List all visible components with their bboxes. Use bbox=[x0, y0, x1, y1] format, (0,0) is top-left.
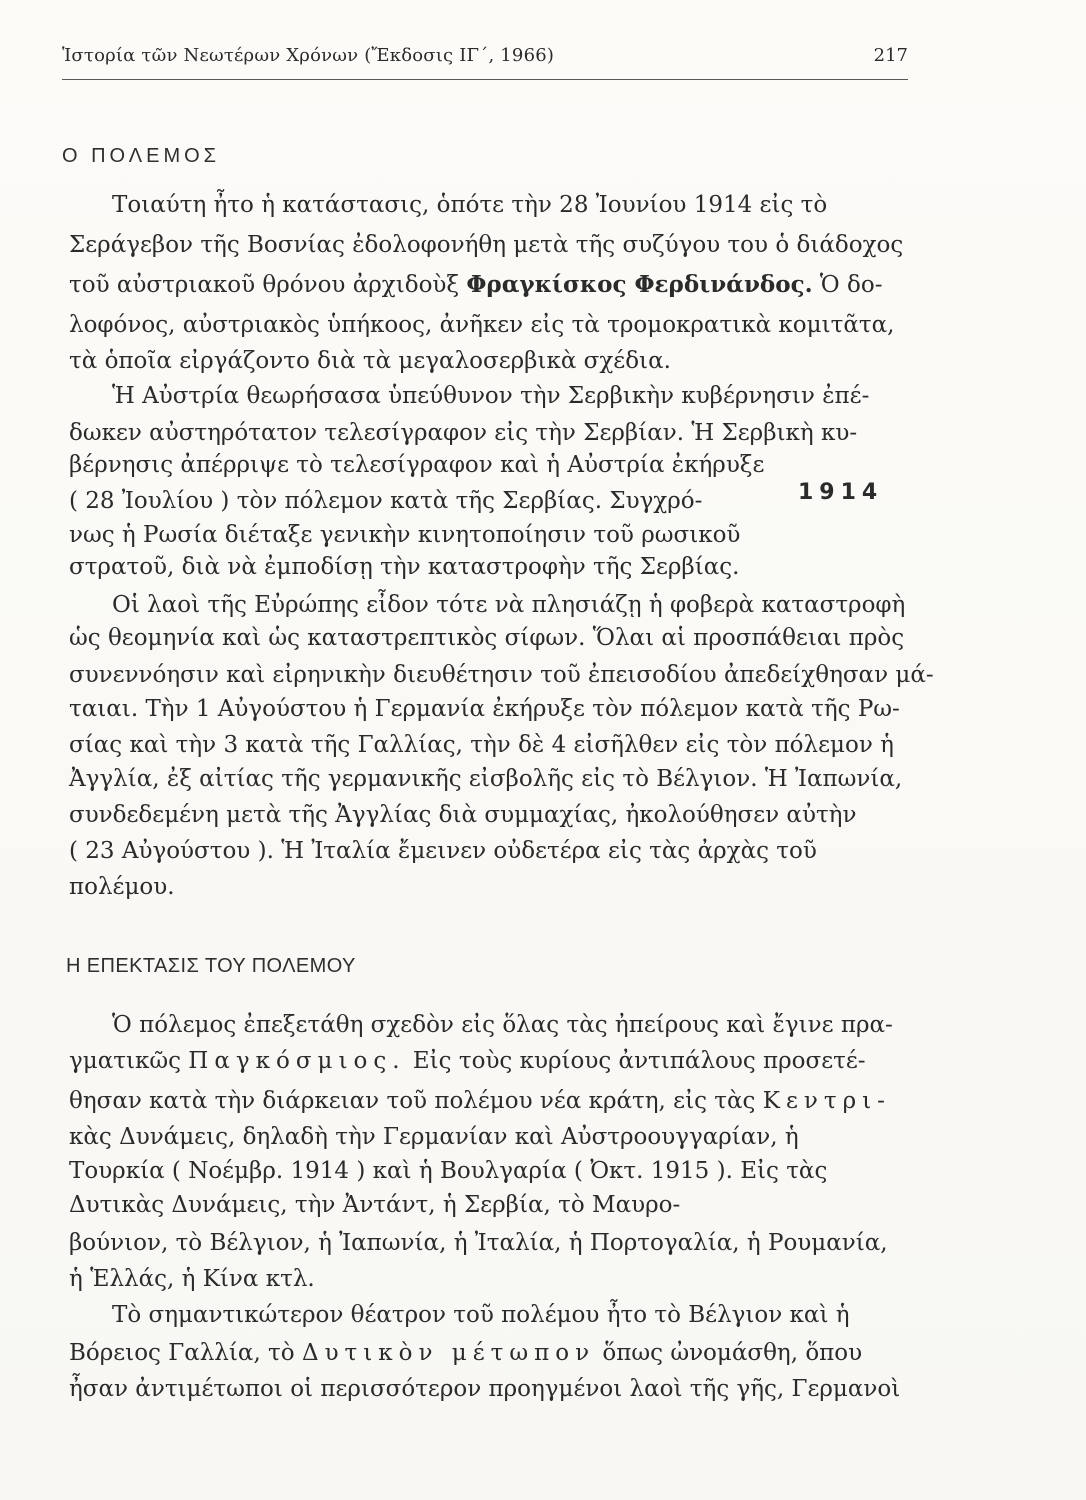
paragraph-5-line-2 bbox=[69, 1338, 907, 1368]
spaced-kentri: Κεντρι- bbox=[762, 1088, 891, 1114]
paragraph-1-line-3-tail: Ὁ δο- bbox=[812, 272, 883, 298]
archduke-name: Φραγκίσκος Φερδινάνδος. bbox=[466, 271, 813, 298]
paragraph-4-line-4: κὰς Δυνάμεις, δηλαδὴ τὴν Γερμανίαν καὶ Αὐστροουγγαρίαν, ἡ bbox=[69, 1124, 799, 1150]
paragraph-3-line-6: Ἀγγλία, ἐξ αἰτίας τῆς γερμανικῆς εἰσβολῆς εἰς τὸ Βέλγιον. Ἡ Ἰαπωνία, bbox=[69, 766, 903, 792]
paragraph-1-line-3 bbox=[69, 270, 907, 300]
paragraph-4-line-7: βούνιον, τὸ Βέλγιον, ἡ Ἰαπωνία, ἡ Ἰταλία, ἡ Πορτογαλία, ἡ Ρουμανία, bbox=[69, 1230, 888, 1256]
paragraph-4-line-3-text: θησαν κατὰ τὴν διάρκειαν τοῦ πολέμου νέα κράτη, εἰς τὰς bbox=[69, 1088, 763, 1114]
paragraph-2-line-6: στρατοῦ, διὰ νὰ ἐμποδίσῃ τὴν καταστροφὴν τῆς Σερβίας. bbox=[69, 554, 740, 580]
paragraph-3-line-4: ταιαι. Τὴν 1 Αὐγούστου ἡ Γερμανία ἐκήρυξε τὸν πόλεμον κατὰ τῆς Ρω- bbox=[69, 696, 900, 722]
paragraph-4-line-6: Δυτικὰς Δυνάμεις, τὴν Ἀντάντ, ἡ Σερβία, τὸ Μαυρο- bbox=[69, 1192, 681, 1218]
paragraph-5-line-2-tail: ὅπως ὠνομάσθη, ὅπου bbox=[595, 1340, 863, 1366]
paragraph-3-line-1: Οἱ λαοὶ τῆς Εὐρώπης εἶδον τότε νὰ πλησιάζῃ ἡ φοβερὰ καταστροφὴ bbox=[112, 592, 906, 618]
paragraph-4-line-8: ἡ Ἑλλάς, ἡ Κίνα κτλ. bbox=[69, 1266, 315, 1292]
section-title-epektasis: Η ΕΠΕΚΤΑΣΙΣ ΤΟΥ ΠΟΛΕΜΟΥ bbox=[66, 955, 356, 977]
paragraph-1-line-4: λοφόνος, αὐστριακὸς ὑπήκοος, ἀνῆκεν εἰς τὰ τρομοκρατικὰ κομιτᾶτα, bbox=[69, 312, 895, 338]
paragraph-2-line-1: Ἡ Αὐστρία θεωρήσασα ὑπεύθυνον τὴν Σερβικὴν κυβέρνησιν ἐπέ- bbox=[112, 383, 870, 409]
page-number: 217 bbox=[873, 45, 908, 66]
paragraph-3-line-8: ( 23 Αὐγούστου ). Ἡ Ἰταλία ἔμεινεν οὐδετέρα εἰς τὰς ἀρχὰς τοῦ bbox=[69, 838, 817, 864]
paragraph-4-line-2-tail: Εἰς τοὺς κυρίους ἀντιπάλους προσετέ- bbox=[405, 1048, 866, 1074]
paragraph-4-line-1: Ὁ πόλεμος ἐπεξετάθη σχεδὸν εἰς ὅλας τὰς ἠπείρους καὶ ἔγινε πρα- bbox=[112, 1012, 893, 1038]
paragraph-4-line-2 bbox=[69, 1046, 907, 1076]
paragraph-2-line-4: ( 28 Ἰουλίου ) τὸν πόλεμον κατὰ τῆς Σερβίας. Συγχρό- bbox=[69, 488, 703, 514]
paragraph-3-line-3: συνεννόησιν καὶ εἰρηνικὴν διευθέτησιν τοῦ ἐπεισοδίου ἀπεδείχθησαν μά- bbox=[69, 662, 934, 688]
header-rule bbox=[62, 79, 908, 80]
paragraph-2-line-5: νως ἡ Ρωσία διέταξε γενικὴν κινητοποίησιν τοῦ ρωσικοῦ bbox=[69, 522, 741, 548]
paragraph-2-line-2: δωκεν αὐστηρότατον τελεσίγραφον εἰς τὴν Σερβίαν. Ἡ Σερβικὴ κυ- bbox=[69, 420, 858, 446]
paragraph-2-line-3: βέρνησις ἀπέρριψε τὸ τελεσίγραφον καὶ ἡ Αὐστρία ἐκήρυξε bbox=[69, 452, 765, 478]
running-header bbox=[62, 45, 908, 75]
spaced-pagkosmios: Παγκόσμιος. bbox=[188, 1048, 406, 1074]
paragraph-3-line-2: ὡς θεομηνία καὶ ὡς καταστρεπτικὸς σίφων. Ὅλαι αἱ προσπάθειαι πρὸς bbox=[69, 625, 905, 651]
paragraph-1-line-1: Τοιαύτη ἦτο ἡ κατάστασις, ὁπότε τὴν 28 Ἰουνίου 1914 εἰς τὸ bbox=[112, 192, 828, 218]
paragraph-3-line-5: σίας καὶ τὴν 3 κατὰ τῆς Γαλλίας, τὴν δὲ 4 εἰσῆλθεν εἰς τὸν πόλεμον ἡ bbox=[69, 732, 894, 758]
paragraph-5-line-3: ἦσαν ἀντιμέτωποι οἱ περισσότερον προηγμένοι λαοὶ τῆς γῆς, Γερμανοὶ bbox=[69, 1376, 901, 1402]
paragraph-5-line-1: Τὸ σημαντικώτερον θέατρον τοῦ πολέμου ἦτο τὸ Βέλγιον καὶ ἡ bbox=[112, 1302, 850, 1328]
paragraph-1-line-3-text: τοῦ αὐστριακοῦ θρόνου ἀρχιδοὺξ bbox=[69, 272, 467, 298]
paragraph-1-line-5: τὰ ὁποῖα εἰργάζοντο διὰ τὰ μεγαλοσερβικὰ σχέδια. bbox=[69, 348, 671, 374]
paragraph-4-line-2-text: γματικῶς bbox=[69, 1048, 189, 1074]
spaced-dytikon-metopon: Δυτικὸν μέτωπον bbox=[301, 1340, 596, 1366]
book-title: Ἱστορία τῶν Νεωτέρων Χρόνων (Ἔκδοσις ΙΓ΄, 1966) bbox=[62, 45, 555, 66]
margin-year-note: 1914 bbox=[798, 480, 884, 505]
paragraph-1-line-2: Σεράγεβον τῆς Βοσνίας ἐδολοφονήθη μετὰ τῆς συζύγου του ὁ διάδοχος bbox=[69, 232, 904, 258]
paragraph-4-line-3 bbox=[69, 1086, 907, 1116]
paragraph-4-line-5: Τουρκία ( Νοέμβρ. 1914 ) καὶ ἡ Βουλγαρία ( Ὀκτ. 1915 ). Εἰς τὰς bbox=[69, 1158, 828, 1184]
paragraph-3-line-9: πολέμου. bbox=[69, 874, 175, 900]
section-title-polemos: Ο ΠΟΛΕΜΟΣ bbox=[62, 145, 221, 167]
paragraph-3-line-7: συνδεδεμένη μετὰ τῆς Ἀγγλίας διὰ συμμαχίας, ἠκολούθησεν αὐτὴν bbox=[69, 802, 857, 828]
paragraph-5-line-2-text: Βόρειος Γαλλία, τὸ bbox=[69, 1340, 302, 1366]
